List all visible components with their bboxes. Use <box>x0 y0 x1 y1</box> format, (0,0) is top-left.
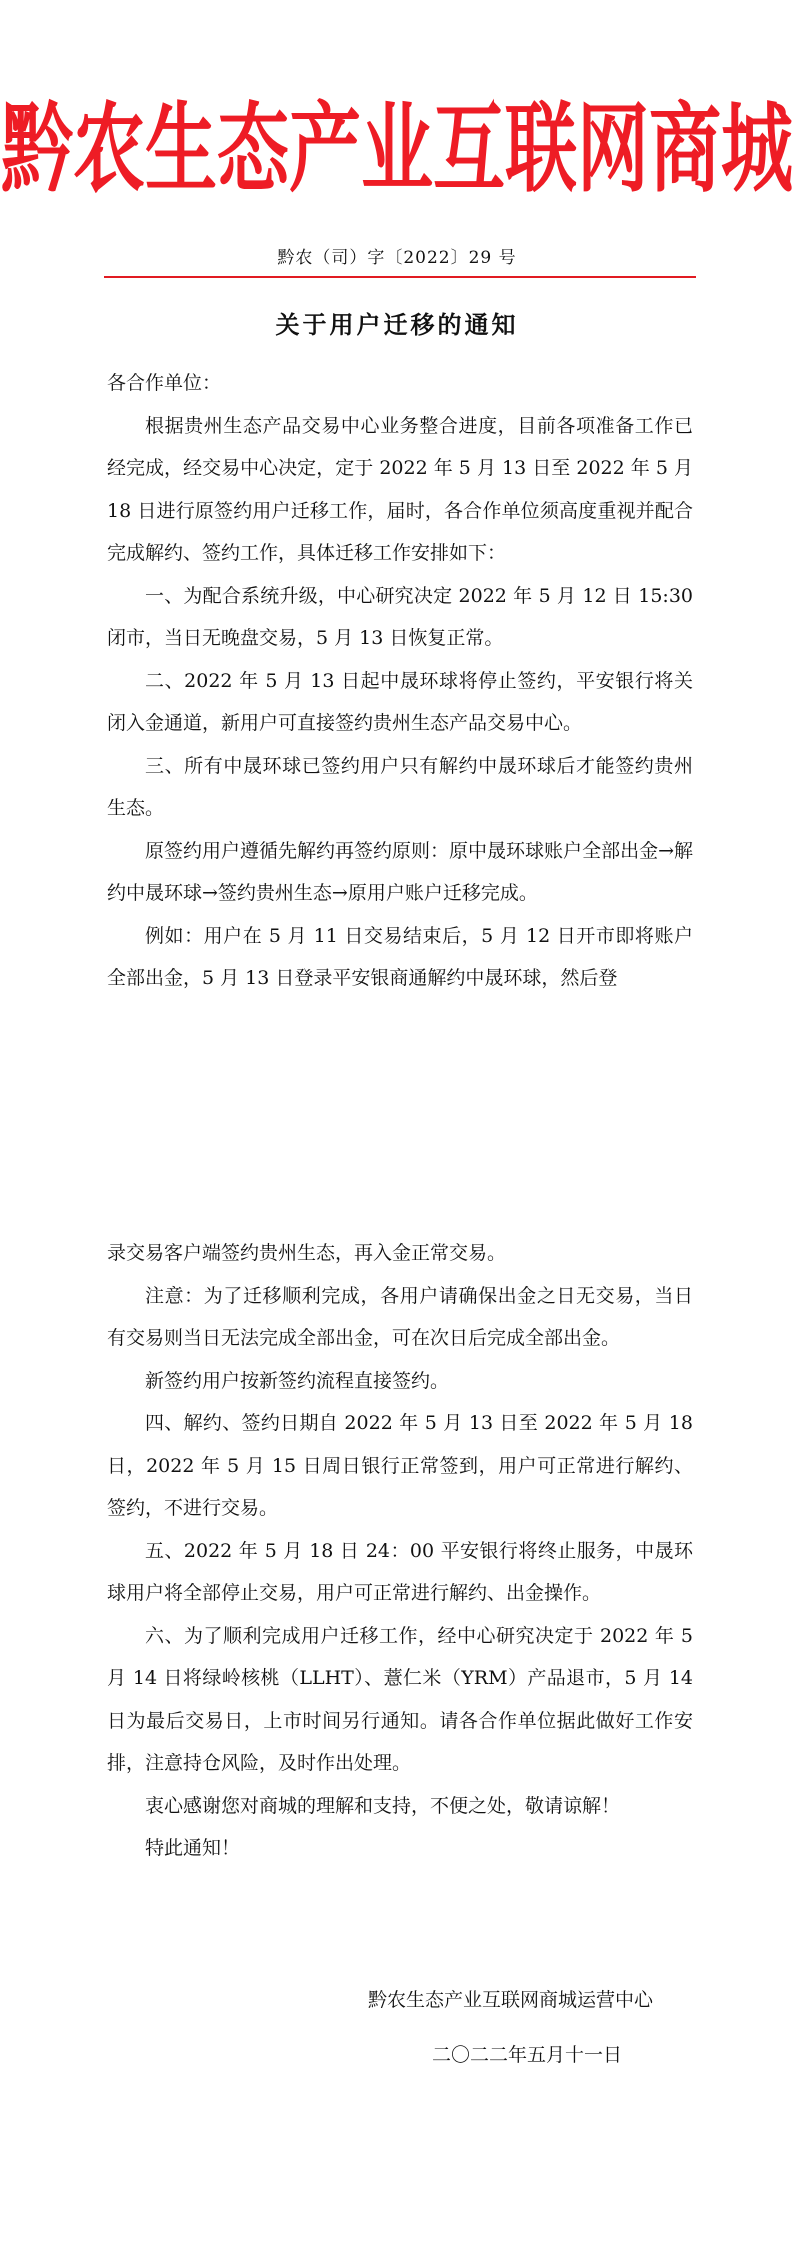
paragraph-item-6: 六、为了顺利完成用户迁移工作，经中心研究决定于 2022 年 5 月 14 日将绿岭核桃（LLHT）、薏仁米（YRM）产品退市，5 月 14 日为最后交易日，上市时间另行通知。请各合作单位据此做好工作安排，注意持仓风险，及时作出处理。 <box>107 1624 693 1774</box>
salutation: 各合作单位： <box>107 372 222 394</box>
paragraph-closing: 特此通知！ <box>145 1837 241 1859</box>
signature-organization: 黔农生态产业互联网商城运营中心 <box>368 1989 654 2011</box>
paragraph-example: 例如：用户在 5 月 11 日交易结束后，5 月 12 日开市即将账户全部出金，5 月 13 日登录平安银商通解约中晟环球，然后登 <box>107 924 693 989</box>
paragraph-item-4: 四、解约、签约日期自 2022 年 5 月 13 日至 2022 年 5 月 18 日，2022 年 5 月 15 日周日银行正常签到，用户可正常进行解约、签约，不进行交易。 <box>107 1412 693 1519</box>
body-top <box>107 362 693 1000</box>
paragraph-item-1: 一、为配合系统升级，中心研究决定 2022 年 5 月 12 日 15:30 闭市，当日无晚盘交易，5 月 13 日恢复正常。 <box>107 584 693 649</box>
paragraph-example-continued: 录交易客户端签约贵州生态，再入金正常交易。 <box>107 1242 507 1264</box>
paragraph-item-5: 五、2022 年 5 月 18 日 24：00 平安银行将终止服务，中晟环球用户将全部停止交易，用户可正常进行解约、出金操作。 <box>107 1539 693 1604</box>
signature-date: 二〇二二年五月十一日 <box>432 2044 623 2066</box>
paragraph-item-3: 三、所有中晟环球已签约用户只有解约中晟环球后才能签约贵州生态。 <box>107 754 693 819</box>
header-rule <box>104 276 696 278</box>
paragraph-item-2: 二、2022 年 5 月 13 日起中晟环球将停止签约，平安银行将关闭入金通道，新用户可直接签约贵州生态产品交易中心。 <box>107 669 693 734</box>
masthead-title: 黔农生态产业互联网商城 <box>0 90 793 206</box>
notice-title: 关于用户迁移的通知 <box>275 310 519 339</box>
paragraph-note: 注意：为了迁移顺利完成，各用户请确保出金之日无交易，当日有交易则当日无法完成全部出金，可在次日后完成全部出金。 <box>107 1284 693 1349</box>
body-bottom <box>107 1232 693 1870</box>
paragraph-principle: 原签约用户遵循先解约再签约原则：原中晟环球账户全部出金→解约中晟环球→签约贵州生态→原用户账户迁移完成。 <box>107 839 693 904</box>
document-number: 黔农（司）字〔2022〕29 号 <box>277 248 517 268</box>
paragraph-thanks: 衷心感谢您对商城的理解和支持，不便之处，敬请谅解！ <box>145 1794 621 1817</box>
paragraph-intro: 根据贵州生态产品交易中心业务整合进度，目前各项准备工作已经完成，经交易中心决定，定于 2022 年 5 月 13 日至 2022 年 5 月 18 日进行原签约用户迁移工作，届时，各合作单位须高度重视并配合完成解约、签约工作，具体迁移工作安排如下： <box>107 414 693 564</box>
paragraph-new-users: 新签约用户按新签约流程直接签约。 <box>145 1369 450 1392</box>
